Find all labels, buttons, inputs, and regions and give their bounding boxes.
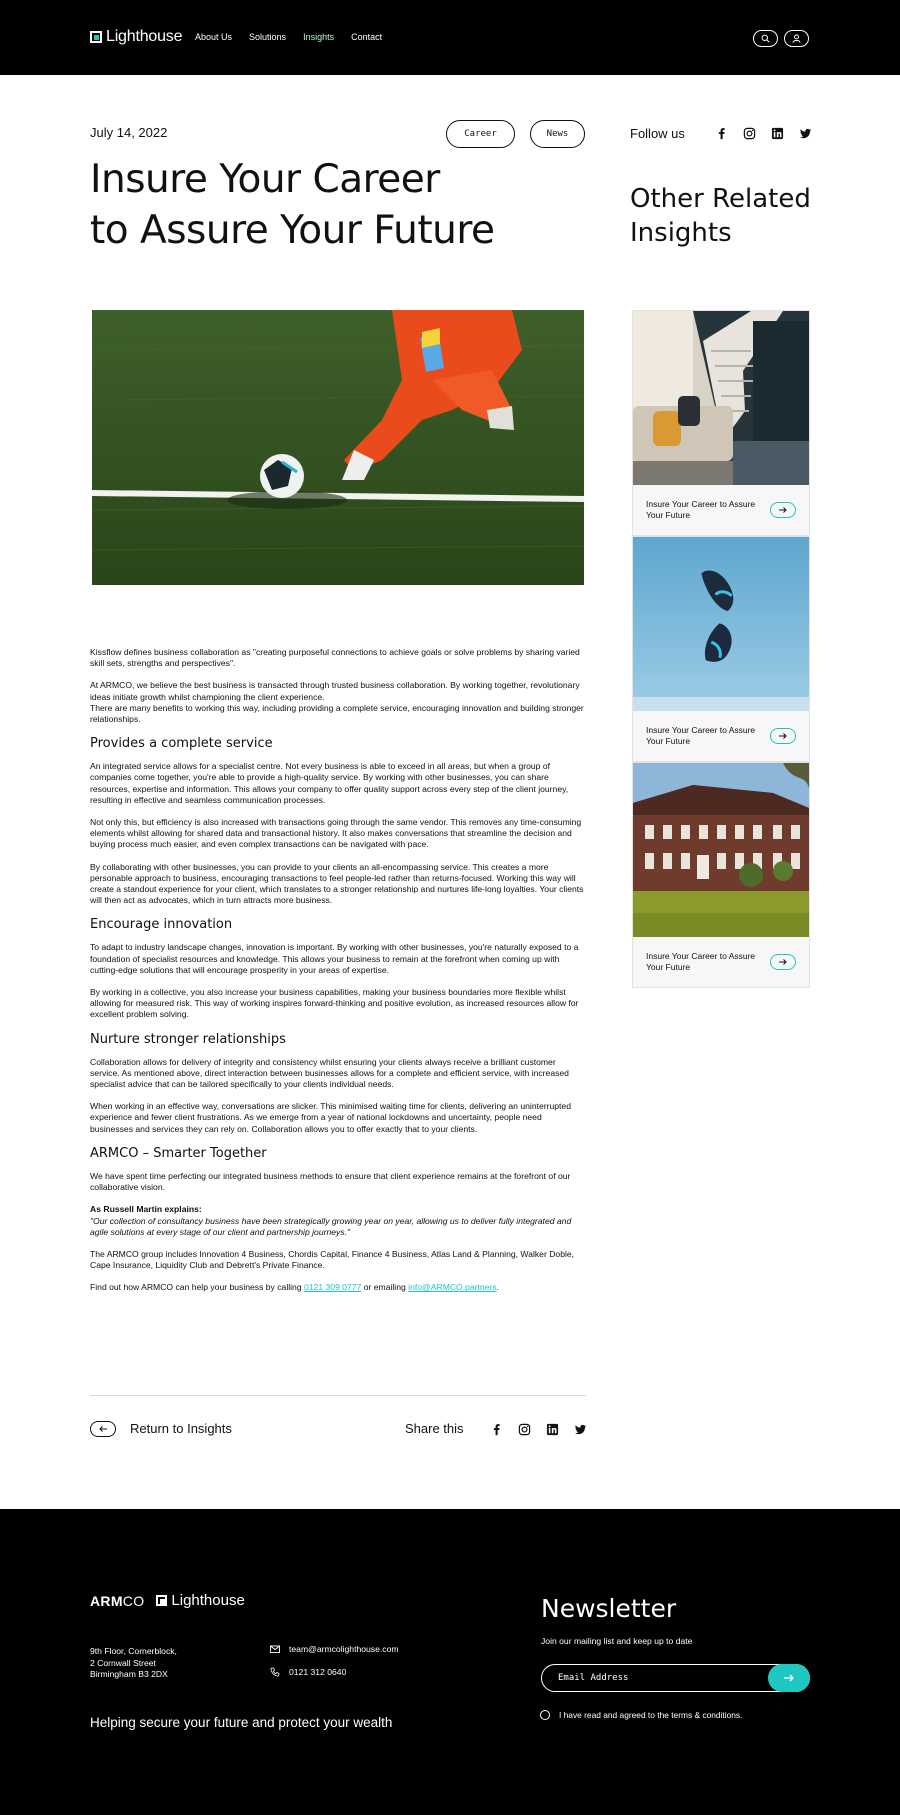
armco-logo-bold: ARM	[90, 1592, 123, 1609]
quote	[90, 1216, 587, 1238]
card-footer	[633, 711, 809, 761]
card-title: Insure Your Career to Assure Your Future	[646, 725, 756, 746]
body-paragraph: By collaborating with other businesses, you can provide to your clients an all-encompassing service. This creates a more personable approach to business, encouraging transactions to feel people-led rather than returns-focused. Working this way will create a standout experience for your client, which translates to a stronger relationship and nurtures life-long loyalties. Your clients will then act as advocates, which in turn attracts more business.	[90, 861, 584, 906]
related-insight-card[interactable]	[632, 536, 810, 762]
quote-author-name: As Russell Martin explains:	[90, 1204, 202, 1215]
phone-icon	[270, 1667, 280, 1677]
body-paragraph: At ARMCO, we believe the best business is transacted through trusted business collaboration. By working together, revolutionary ideas initiate growth whilst championing the client experience.	[90, 680, 580, 702]
address-line: 9th Floor, Cornerblock,	[90, 1646, 177, 1656]
body-paragraph: Not only this, but efficiency is also increased with transactions going through the same vendor. This removes any time-consuming elements whilst allowing for shared data and transactional history. It also makes conversations that streamline the decision and buying process much easier, and even complex transactions can be navigated with pace.	[90, 817, 582, 850]
article-hero-image	[92, 310, 584, 585]
facebook-icon[interactable]	[489, 1422, 503, 1436]
site-footer	[0, 1509, 900, 1815]
armco-logo[interactable]	[90, 1593, 144, 1609]
arrow-right-icon	[784, 1674, 794, 1682]
card-arrow-button[interactable]	[770, 502, 796, 518]
football-boots-sky-image	[633, 537, 809, 711]
quote-text: "Our collection of consultancy business have been strategically growing year on year, allowing us to deliver fully integrated and agile solutions at every stage of our client and partnership journeys."	[90, 1215, 572, 1237]
contact-paragraph	[90, 1282, 587, 1293]
terms-checkbox[interactable]	[540, 1710, 550, 1720]
card-arrow-button[interactable]	[770, 728, 796, 744]
section-heading: ARMCO – Smarter Together	[90, 1145, 267, 1161]
mail-icon	[270, 1644, 280, 1654]
body-paragraph: Kissflow defines business collaboration as "creating purposeful connections to achieve goals or solve problems by sharing varied skill sets, strengths and perspectives".	[90, 647, 580, 669]
facebook-icon[interactable]	[714, 126, 728, 140]
lighthouse-logo[interactable]	[90, 28, 182, 46]
body-paragraph: There are many benefits to working this way, including providing a complete service, encouraging innovation and building stronger relationships.	[90, 702, 584, 725]
armco-logo-light: CO	[122, 1592, 145, 1609]
card-footer	[633, 937, 809, 987]
card-title: Insure Your Career to Assure Your Future	[646, 951, 756, 972]
follow-us-label: Follow us	[630, 126, 685, 141]
account-button[interactable]	[784, 30, 809, 47]
follow-social-links	[714, 126, 826, 140]
share-label: Share this	[405, 1421, 464, 1436]
nav-item-solutions[interactable]: Solutions	[249, 32, 287, 42]
footer-logos	[90, 1592, 245, 1609]
body-paragraph: The ARMCO group includes Innovation 4 Business, Chordis Capital, Finance 4 Business, Atlas Land & Planning, Walker Doble, Cape Insurance, Liquidity Club and Debrett's Private Finance.	[90, 1248, 575, 1271]
phone-link[interactable]: 0121 309 0777	[304, 1282, 362, 1293]
twitter-icon[interactable]	[573, 1422, 587, 1436]
linkedin-icon[interactable]	[545, 1422, 559, 1436]
instagram-icon[interactable]	[742, 126, 756, 140]
section-heading: Nurture stronger relationships	[90, 1031, 286, 1047]
return-to-insights-link[interactable]: Return to Insights	[130, 1421, 232, 1436]
newsletter-subtitle: Join our mailing list and keep up to date	[541, 1636, 693, 1646]
related-insights-list	[632, 310, 810, 988]
body-paragraph: We have spent time perfecting our integrated business methods to ensure that client experience remains at the forefront of our collaborative vision.	[90, 1170, 571, 1193]
article-title-line1: Insure Your Career	[90, 157, 440, 202]
lighthouse-logo-icon	[156, 1595, 167, 1606]
footer-address	[90, 1646, 177, 1681]
divider	[90, 1395, 586, 1396]
terms-label: I have read and agreed to the terms & conditions.	[559, 1710, 743, 1720]
arrow-left-icon	[99, 1426, 107, 1432]
body-paragraph: When working in an effective way, conversations are slicker. This minimised waiting time for clients, delivering an uninterrupted experience and fewer client frustrations. As we emerge from a year of national lockdowns and uncertainty, people need businesses and services they can rely on. Collaboration allows you to offer exactly that to your clients.	[90, 1101, 571, 1134]
footer-email[interactable]	[270, 1644, 399, 1654]
contact-mid: or emailing	[361, 1282, 409, 1293]
footer-phone-text: 0121 312 0640	[289, 1667, 347, 1677]
body-paragraph: Collaboration allows for delivery of integrity and consistency whilst ensuring your clients always receive a brilliant customer service. As mentioned above, direct interaction between businesses allows for a complete and efficient service, with increased specialist advice that can be tailored specifically to your clients individual needs.	[90, 1056, 569, 1090]
arrow-right-icon	[779, 507, 787, 513]
contact-suffix: .	[496, 1282, 500, 1293]
footer-phone[interactable]	[270, 1667, 346, 1677]
newsletter-title: Newsletter	[541, 1594, 677, 1623]
newsletter-submit-button[interactable]	[768, 1664, 810, 1692]
article-body	[90, 647, 587, 1305]
card-title: Insure Your Career to Assure Your Future	[646, 499, 756, 520]
footer-lighthouse-text: Lighthouse	[171, 1592, 245, 1609]
staircase-interior-image	[633, 311, 809, 485]
related-insight-card[interactable]	[632, 762, 810, 988]
body-paragraph: An integrated service allows for a specialist centre. Not every business is able to exceed in all areas, but when a group of companies come together, you're able to provide a high-quality service. By working with other businesses, you can share resources, expertise and information. This allows your company to offer quality support across every step of the client journey, resulting in effective and seamless communication processes.	[90, 761, 569, 805]
search-icon	[761, 34, 770, 43]
brick-manor-house-image	[633, 763, 809, 937]
instagram-icon[interactable]	[517, 1422, 531, 1436]
related-insights-title: Other Related Insights	[630, 184, 811, 248]
related-insight-card[interactable]	[632, 310, 810, 536]
arrow-right-icon	[779, 959, 787, 965]
section-heading: Encourage innovation	[90, 917, 233, 933]
body-paragraph: By working in a collective, you also increase your business capabilities, making your business boundaries more flexible whilst allowing for measured risk. This way of working inspires forward-thinking and positive evolution, as increased resources allow for excellent problem solving.	[90, 987, 579, 1020]
contact-prefix: Find out how ARMCO can help your business by calling	[90, 1282, 304, 1293]
tag-career[interactable]: Career	[446, 120, 515, 148]
card-footer	[633, 485, 809, 535]
footer-tagline: Helping secure your future and protect your wealth	[90, 1715, 393, 1730]
address-line: Birmingham B3 2DX	[90, 1669, 168, 1679]
article-title	[90, 154, 530, 256]
lighthouse-logo-icon	[90, 31, 102, 43]
article-date: July 14, 2022	[90, 125, 168, 140]
user-icon	[792, 34, 801, 43]
linkedin-icon[interactable]	[770, 126, 784, 140]
address-line: 2 Cornwall Street	[90, 1657, 156, 1668]
quote-author	[90, 1204, 587, 1215]
nav-item-contact[interactable]: Contact	[351, 32, 383, 42]
top-navigation-bar	[0, 0, 900, 75]
twitter-icon[interactable]	[798, 126, 812, 140]
tag-news[interactable]: News	[530, 120, 585, 148]
share-social-links	[489, 1422, 601, 1436]
section-heading: Provides a complete service	[90, 736, 273, 752]
email-link[interactable]: info@ARMCO.partners	[408, 1282, 497, 1293]
return-button[interactable]	[90, 1421, 116, 1437]
arrow-right-icon	[779, 733, 787, 739]
nav-item-insights[interactable]: Insights	[303, 32, 335, 42]
nav-item-about-us[interactable]: About Us	[195, 32, 233, 42]
article-title-line2: to Assure Your Future	[90, 208, 495, 253]
footer-lighthouse-logo[interactable]	[156, 1592, 244, 1609]
search-button[interactable]	[753, 30, 778, 47]
card-arrow-button[interactable]	[770, 954, 796, 970]
logo-text: Lighthouse	[106, 28, 183, 45]
main-nav	[195, 32, 399, 42]
body-paragraph: To adapt to industry landscape changes, innovation is important. By working with other businesses, you're naturally exposed to a foundation of specialist resources and knowledge. This allows your business to remain at the forefront when coming up with cutting-edge solutions that will encourage prosperity in your areas of expertise.	[90, 942, 579, 975]
footer-email-text: team@armcolighthouse.com	[289, 1644, 399, 1654]
